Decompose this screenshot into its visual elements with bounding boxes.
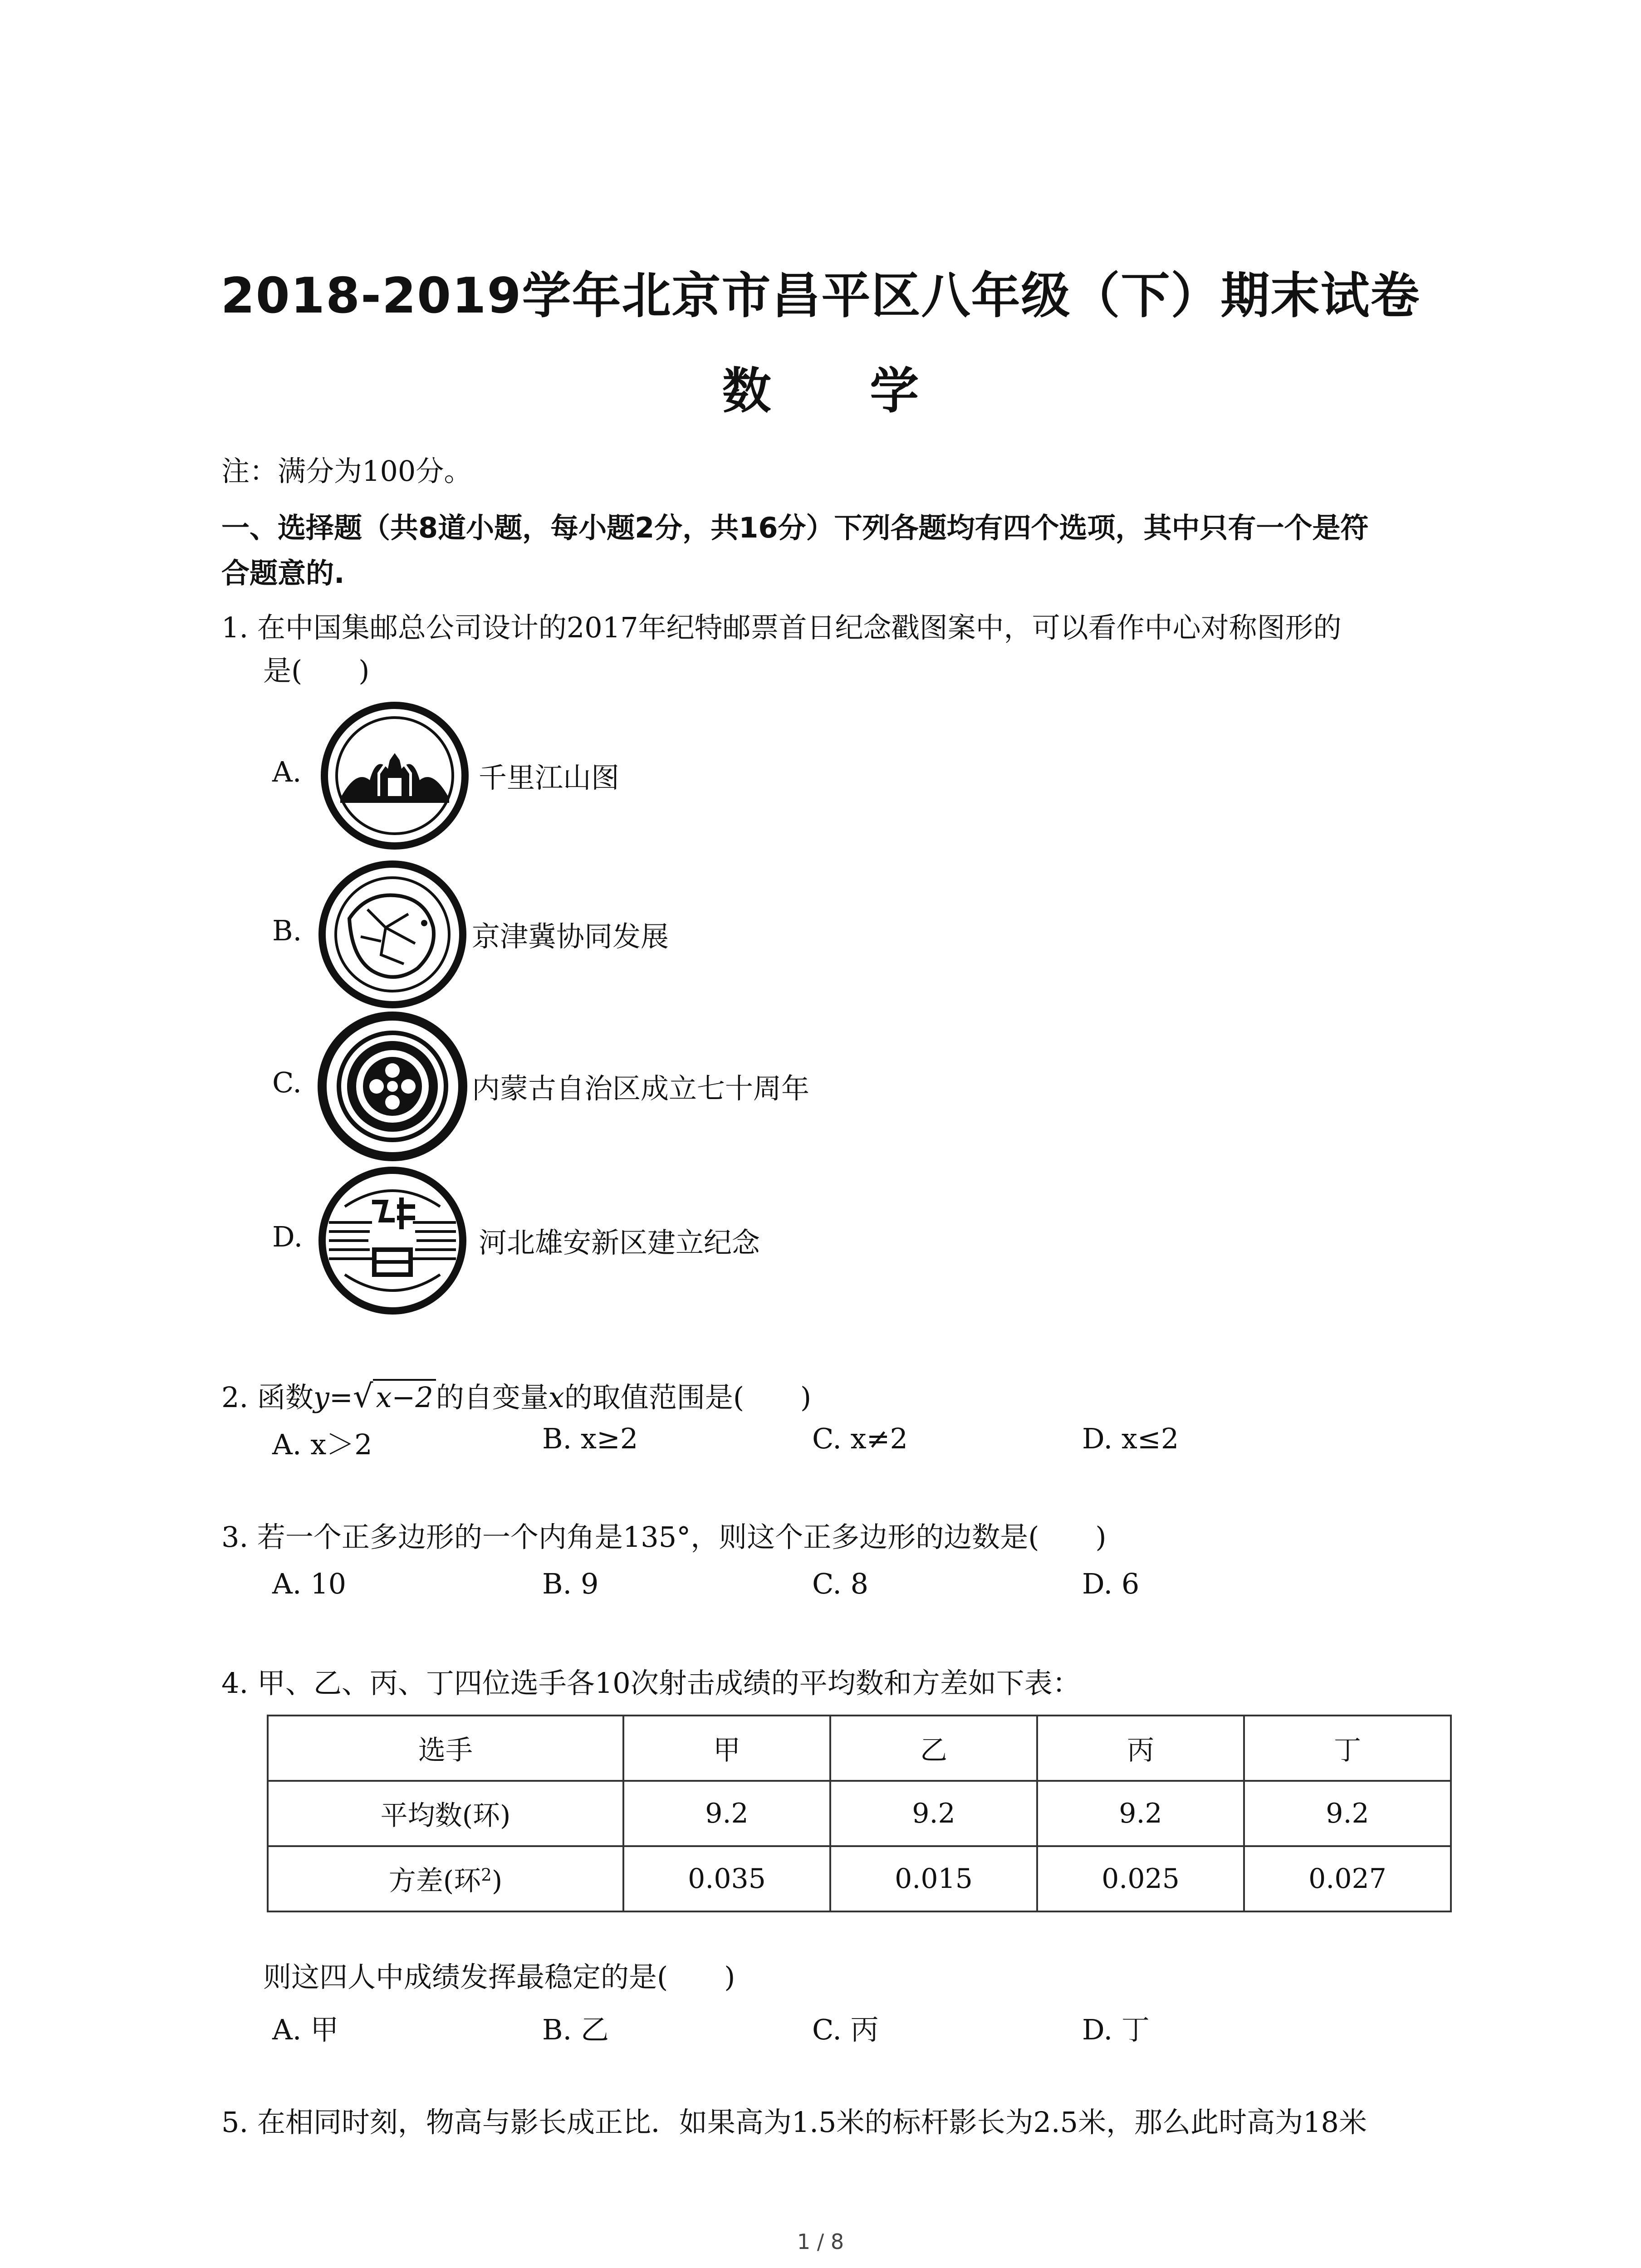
q1-option-d-label: 河北雄安新区建立纪念 xyxy=(479,1226,760,1259)
q1-stem-line2: 是( ) xyxy=(263,654,370,687)
table-cell: 9.2 xyxy=(1244,1781,1451,1846)
q2-var-x: x xyxy=(548,1381,564,1414)
map-stamp-icon xyxy=(318,860,467,1009)
variance-label-superscript: 2 xyxy=(481,1865,492,1885)
table-cell: 0.035 xyxy=(623,1846,830,1911)
q3-stem: 3. 若一个正多边形的一个内角是135°，则这个正多边形的边数是( ) xyxy=(221,1520,1107,1554)
q4-option-b: B. 乙 xyxy=(542,2013,609,2046)
q2-prefix: 2. 函数 xyxy=(221,1381,314,1414)
table-row-variance xyxy=(268,1846,1451,1911)
q2-option-a: A. x＞2 xyxy=(272,1428,372,1461)
q1-option-b-letter: B. xyxy=(272,914,302,947)
q2-equals: = xyxy=(329,1381,353,1414)
row-label-mean: 平均数(环) xyxy=(268,1781,623,1846)
mountain-palace-stamp-icon xyxy=(320,701,470,850)
q2-option-c: C. x≠2 xyxy=(812,1422,908,1455)
q2-stem xyxy=(221,1377,811,1417)
q2-option-b: B. x≥2 xyxy=(542,1422,638,1455)
q3-option-a: A. 10 xyxy=(272,1567,347,1600)
section-heading-line1: 一、选择题（共8道小题，每小题2分，共16分）下列各题均有四个选项，其中只有一个是符 xyxy=(221,511,1369,544)
floral-medallion-stamp-icon xyxy=(318,1012,467,1161)
exam-title: 2018-2019学年北京市昌平区八年级（下）期末试卷 xyxy=(220,268,1421,324)
table-row-mean xyxy=(268,1781,1451,1846)
q1-option-c-label: 内蒙古自治区成立七十周年 xyxy=(472,1072,810,1105)
q1-stem-line1: 1. 在中国集邮总公司设计的2017年纪特邮票首日纪念戳图案中，可以看作中心对称图形的 xyxy=(221,611,1342,644)
row-label-variance xyxy=(268,1846,623,1911)
variance-label-text: 方差(环 xyxy=(388,1865,481,1897)
q2-radicand: x−2 xyxy=(373,1379,436,1414)
q1-option-c-letter: C. xyxy=(272,1066,302,1099)
q4-option-a: A. 甲 xyxy=(272,2013,339,2046)
q3-option-d: D. 6 xyxy=(1082,1567,1140,1600)
q5-stem: 5. 在相同时刻，物高与影长成正比．如果高为1.5米的标杆影长为2.5米，那么此时高为18米 xyxy=(221,2106,1367,2139)
table-cell: 0.015 xyxy=(830,1846,1037,1911)
q2-suffix-a: 的自变量 xyxy=(436,1381,549,1414)
q1-option-a-label: 千里江山图 xyxy=(479,761,620,794)
q4-stem: 4. 甲、乙、丙、丁四位选手各10次射击成绩的平均数和方差如下表： xyxy=(221,1667,1081,1700)
section-heading-line2: 合题意的. xyxy=(221,557,345,590)
sqrt-symbol: √ xyxy=(353,1378,373,1415)
q2-option-d: D. x≤2 xyxy=(1082,1422,1179,1455)
table-cell: 9.2 xyxy=(830,1781,1037,1846)
q3-option-c: C. 8 xyxy=(812,1567,869,1600)
table-header-cell: 甲 xyxy=(623,1716,830,1781)
q2-suffix-b: 的取值范围是( ) xyxy=(564,1381,812,1414)
q1-option-d-letter: D. xyxy=(272,1220,303,1253)
table-header-cell: 丙 xyxy=(1037,1716,1244,1781)
table-cell: 9.2 xyxy=(1037,1781,1244,1846)
subject-title: 数 学 xyxy=(722,363,960,420)
q1-option-b-label: 京津冀协同发展 xyxy=(472,920,669,953)
score-note: 注：满分为100分。 xyxy=(221,455,472,488)
xiongan-character-stamp-icon xyxy=(318,1166,467,1315)
table-header-cell: 丁 xyxy=(1244,1716,1451,1781)
table-header-cell: 选手 xyxy=(268,1716,623,1781)
page-number: 1 / 8 xyxy=(797,2229,844,2254)
score-table xyxy=(267,1715,1452,1912)
q1-option-a-letter: A. xyxy=(272,755,302,788)
table-header-cell: 乙 xyxy=(830,1716,1037,1781)
table-header-row xyxy=(268,1716,1451,1781)
q4-option-d: D. 丁 xyxy=(1082,2013,1150,2046)
q4-option-c: C. 丙 xyxy=(812,2013,879,2046)
table-cell: 9.2 xyxy=(623,1781,830,1846)
q3-option-b: B. 9 xyxy=(542,1567,599,1600)
q4-question: 则这四人中成绩发挥最稳定的是( ) xyxy=(263,1960,735,1994)
table-cell: 0.025 xyxy=(1037,1846,1244,1911)
q2-var-y: y xyxy=(313,1381,329,1414)
table-cell: 0.027 xyxy=(1244,1846,1451,1911)
variance-label-close: ) xyxy=(491,1865,503,1897)
